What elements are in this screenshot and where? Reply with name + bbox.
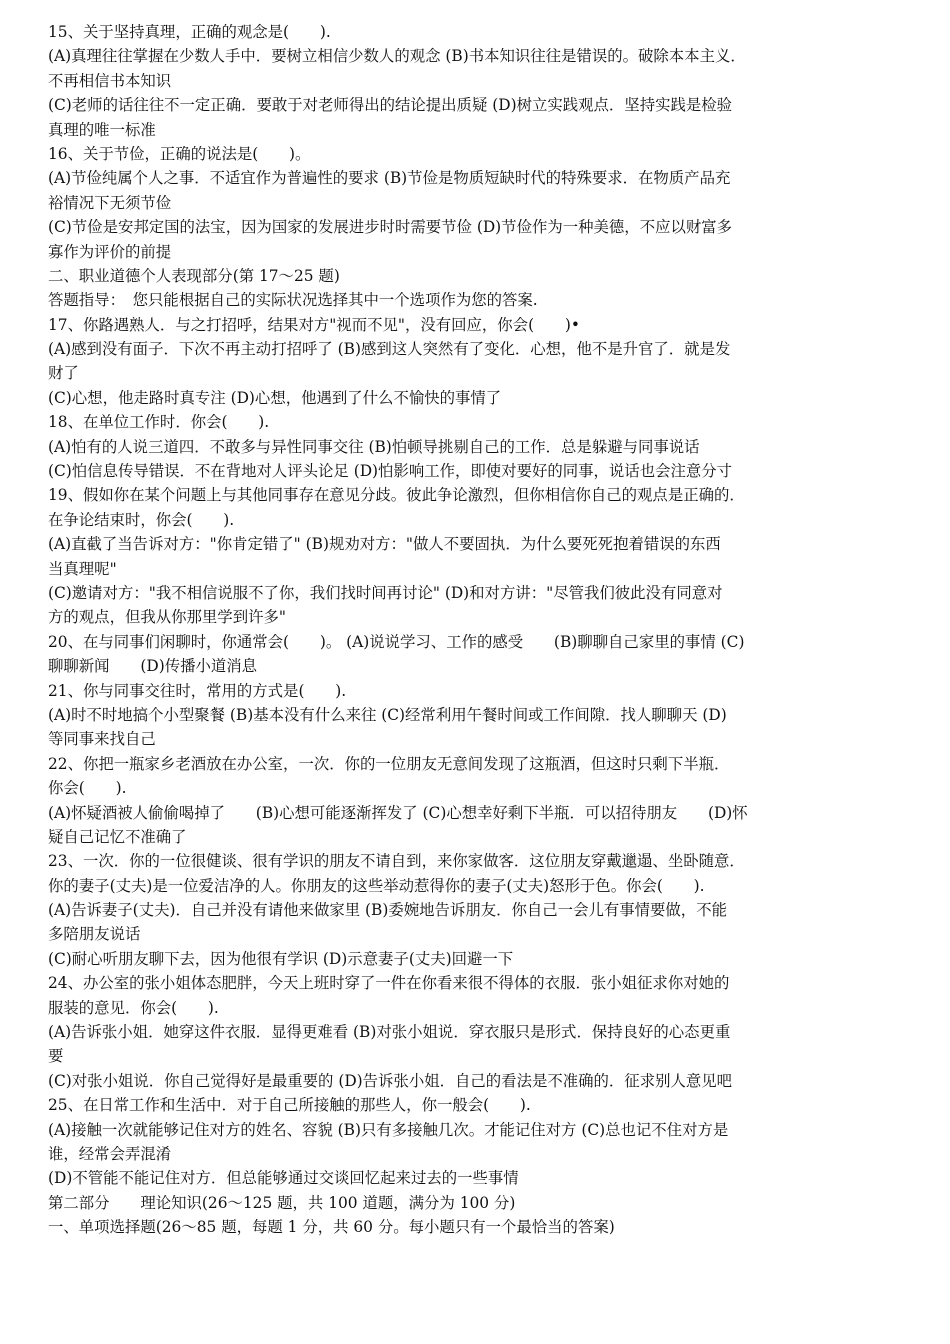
text-line: (C)老师的话往往不一定正确．要敢于对老师得出的结论提出质疑 (D)树立实践观点．坚持实践是检验 (48, 96, 733, 115)
text-line: 22、你把一瓶家乡老酒放在办公室，一次．你的一位朋友无意间发现了这瓶酒，但这时只剩下半瓶． (48, 754, 730, 773)
text-line: 财了 (48, 364, 79, 383)
text-line: 不再相信书本知识 (48, 71, 172, 90)
text-line: 18、在单位工作时．你会( ). (48, 413, 270, 432)
text-line: 聊聊新闻 (D)传播小道消息 (48, 657, 258, 676)
text-line: (A)告诉张小姐．她穿这件衣服．显得更难看 (B)对张小姐说．穿衣服只是形式．保持良好的心态更重 (48, 1023, 731, 1042)
text-line: 19、假如你在某个问题上与其他同事存在意见分歧。彼此争论激烈，但你相信你自己的观点是正确的． (48, 486, 745, 505)
text-line: (A)真理往往掌握在少数人手中．要树立相信少数人的观念 (B)书本知识往往是错误的。破除本本主义． (48, 47, 746, 66)
text-line: 17、你路遇熟人．与之打招呼，结果对方"视而不见"，没有回应，你会( )• (48, 315, 580, 334)
text-line: 23、一次．你的一位很健谈、很有学识的朋友不请自到，来你家做客．这位朋友穿戴邋遢、坐卧随意． (48, 852, 745, 871)
document-page (48, 20, 910, 1240)
text-line: (A)怕有的人说三道四．不敢多与异性同事交往 (B)怕顿导挑剔自己的工作．总是躲避与同事说话 (48, 437, 700, 456)
text-line: 谁，经常会弄混淆 (48, 1144, 172, 1163)
text-line: 裕情况下无须节俭 (48, 193, 172, 212)
text-line: 25、在日常工作和生活中．对于自己所接触的那些人，你一般会( ). (48, 1096, 531, 1115)
text-line: 一、单项选择题(26～85 题，每题 1 分，共 60 分。每小题只有一个最恰当的答案) (48, 1218, 615, 1237)
text-line: 要 (48, 1047, 64, 1066)
text-line: 16、关于节俭，正确的说法是( )。 (48, 144, 311, 163)
text-line: (A)感到没有面子．下次不再主动打招呼了 (B)感到这人突然有了变化．心想，他不是升官了．就是发 (48, 340, 731, 359)
text-line: (C)邀请对方："我不相信说服不了你，我们找时间再讨论" (D)和对方讲："尽管我们彼此没有同意对 (48, 583, 723, 602)
text-line: 24、办公室的张小姐体态肥胖，今天上班时穿了一件在你看来很不得体的衣服．张小姐征求你对她的 (48, 974, 730, 993)
text-line: 当真理呢" (48, 559, 117, 578)
text-line: 21、你与同事交往时，常用的方式是( ). (48, 681, 347, 700)
text-line: 你的妻子(丈夫)是一位爱洁净的人。你朋友的这些举动惹得你的妻子(丈夫)怒形于色。你会( ). (48, 876, 705, 895)
text-line: 等同事来找自己 (48, 730, 156, 749)
text-line: (A)节俭纯属个人之事．不适宜作为普遍性的要求 (B)节俭是物质短缺时代的特殊要求．在物质产品充 (48, 169, 731, 188)
text-line: 方的观点，但我从你那里学到许多" (48, 608, 286, 627)
text-line: 15、关于坚持真理，正确的观念是( ). (48, 23, 331, 41)
text-line: (A)时不时地搞个小型聚餐 (B)基本没有什么来往 (C)经常利用午餐时间或工作间隙．找人聊聊天 (D) (48, 705, 727, 724)
text-line: (D)不管能不能记住对方．但总能够通过交谈回忆起来过去的一些事情 (48, 1169, 519, 1188)
text-line: 服装的意见．你会( ). (48, 998, 219, 1017)
text-line: 多陪朋友说话 (48, 925, 141, 944)
text-line: (C)怕信息传导错误．不在背地对人评头论足 (D)怕影响工作，即使对要好的同事，说话也会注意分寸 (48, 462, 733, 481)
text-line: (A)直截了当告诉对方："你肯定错了" (B)规劝对方："做人不要固执．为什么要死死抱着错误的东西 (48, 535, 721, 554)
text-line: 20、在与同事们闲聊时，你通常会( )。 (A)说说学习、工作的感受 (B)聊聊自己家里的事情 (C) (48, 632, 745, 651)
text-line: 疑自己记忆不准确了 (48, 827, 187, 846)
text-line: 你会( ). (48, 779, 127, 798)
text-line: 在争论结束时，你会( ). (48, 510, 235, 529)
text-line: 寡作为评价的前提 (48, 242, 172, 261)
text-line: 答题指导： 您只能根据自己的实际状况选择其中一个选项作为您的答案. (48, 291, 538, 310)
text-line: 真理的唯一标准 (48, 120, 156, 139)
text-line: (C)耐心听朋友聊下去，因为他很有学识 (D)示意妻子(丈夫)回避一下 (48, 949, 514, 968)
text-line: (A)告诉妻子(丈夫)．自己并没有请他来做家里 (B)委婉地告诉朋友．你自己一会儿有事情要做，不能 (48, 901, 727, 920)
text-line: (C)心想，他走路时真专注 (D)心想，他遇到了什么不愉快的事情了 (48, 388, 502, 407)
text-line: 第二部分 理论知识(26～125 题，共 100 道题，满分为 100 分) (48, 1193, 516, 1212)
text-line: (C)对张小姐说．你自己觉得好是最重要的 (D)告诉张小姐．自己的看法是不准确的．征求别人意见吧 (48, 1071, 733, 1090)
text-line: 二、职业道德个人表现部分(第 17～25 题) (48, 266, 340, 285)
text-line: (A)怀疑酒被人偷偷喝掉了 (B)心想可能逐渐挥发了 (C)心想幸好剩下半瓶．可以招待朋友 (D)怀 (48, 803, 748, 822)
text-line: (A)接触一次就能够记住对方的姓名、容貌 (B)只有多接触几次。才能记住对方 (C)总也记不住对方是 (48, 1120, 729, 1139)
text-line: (C)节俭是安邦定国的法宝，因为国家的发展进步时时需要节俭 (D)节俭作为一种美德，不应以财富多 (48, 218, 733, 237)
